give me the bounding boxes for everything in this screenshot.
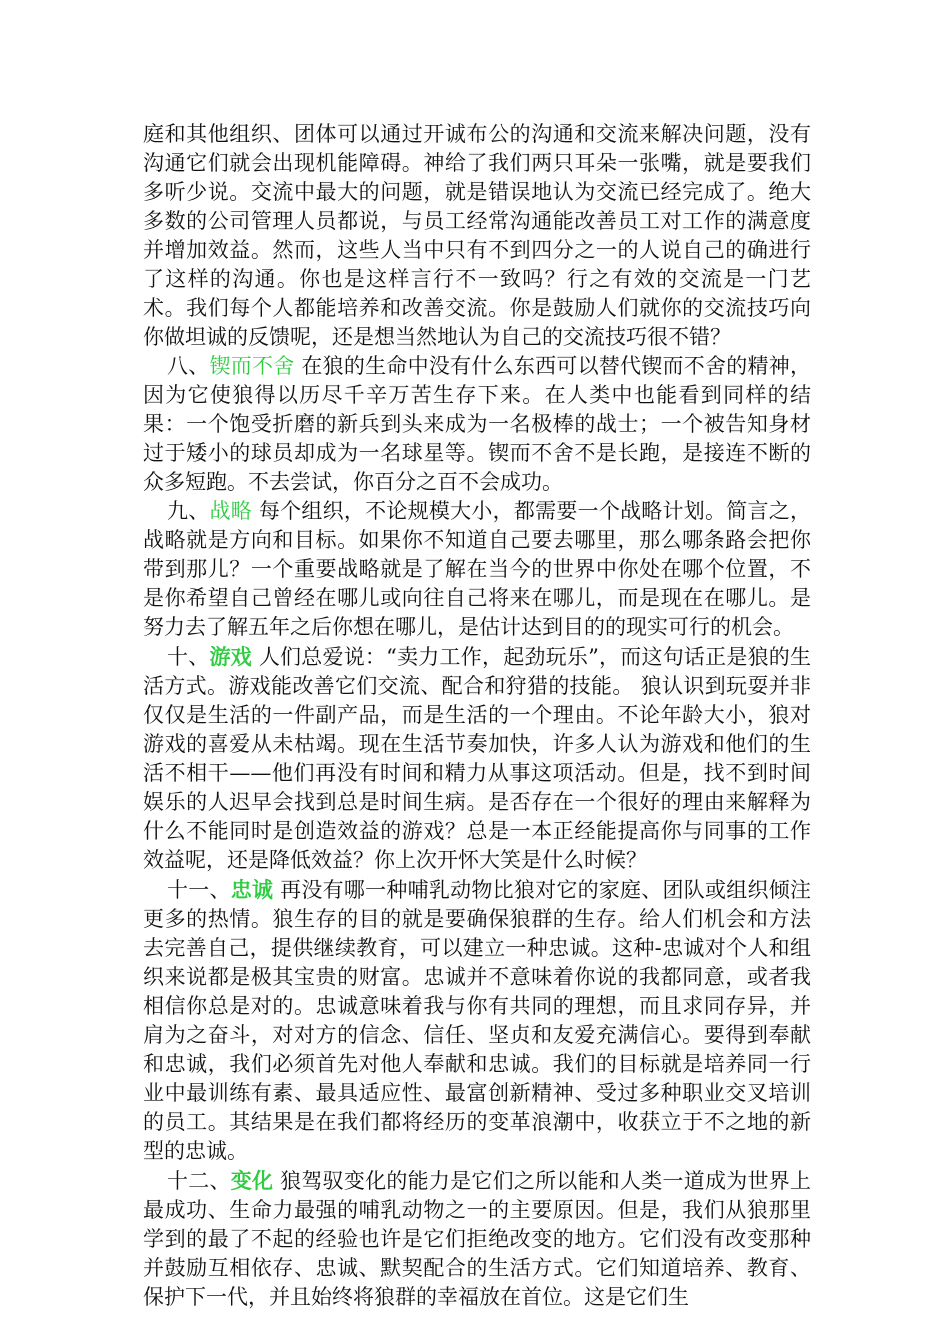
section-keyword: 战略 bbox=[209, 499, 252, 523]
section-number: 十一、 bbox=[167, 878, 231, 902]
paragraph-body: 再没有哪一种哺乳动物比狼对它的家庭、团队或组织倾注更多的热情。狼生存的目的就是要确保狼群的生存。给人们机会和方法去完善自己，提供继续教育，可以建立一种忠诚。这种-忠诚对个人和组织来说都是极其宝贵的财富。忠诚并不意味着你说的我都同意，或者我相信你总是对的。忠诚意味着我与你有共同的理想，而且求同存异，并肩为之奋斗，对对方的信念、信任、坚贞和友爱充满信心。要得到奉献和忠诚，我们必须首先对他人奉献和忠诚。我们的目标就是培养同一行业中最训练有素、最具适应性、最富创新精神、受过多种职业交叉培训的员工。其结果是在我们都将经历的变革浪潮中，收获立于不之地的新型的忠诚。 bbox=[143, 878, 812, 1163]
section-keyword: 锲而不舍 bbox=[209, 354, 295, 378]
section-keyword: 忠诚 bbox=[230, 877, 274, 902]
paragraph-eleven bbox=[143, 875, 811, 1166]
section-number: 十、 bbox=[167, 645, 210, 669]
section-keyword: 变化 bbox=[230, 1168, 274, 1193]
section-number: 十二、 bbox=[167, 1169, 231, 1193]
paragraph-body: 在狼的生命中没有什么东西可以替代锲而不舍的精神，因为它使狼得以历尽千辛万苦生存下来。在人类中也能看到同样的结果：一个饱受折磨的新兵到头来成为一名极棒的战士；一个被告知身材过于矮小的球员却成为一名球星等。锲而不舍不是长跑，是接连不断的众多短跑。不去尝试，你百分之百不会成功。 bbox=[143, 354, 812, 494]
paragraph-body: 人们总爱说：“卖力工作，起劲玩乐”，而这句话正是狼的生活方式。游戏能改善它们交流、配合和狩猎的技能。 狼认识到玩耍并非仅仅是生活的一件副产品，而是生活的一个理由。不论年龄大小，狼对游戏的喜爱从未枯竭。现在生活节奏加快，许多人认为游戏和他们的生活不相干——他们再没有时间和精力从事这项活动。但是，找不到时间娱乐的人迟早会找到总是时间生病。是否存在一个很好的理由来解释为什么不能同时是创造效益的游戏？总是一本正经能提高你与同事的工作效益呢，还是降低效益？你上次开怀大笑是什么时候？ bbox=[143, 645, 812, 872]
paragraph-ten bbox=[143, 642, 811, 875]
paragraph-intro bbox=[143, 120, 811, 352]
paragraph-eight bbox=[143, 352, 811, 497]
document-page bbox=[143, 120, 811, 1312]
section-keyword: 游戏 bbox=[209, 644, 252, 669]
paragraph-body: 狼驾驭变化的能力是它们之所以能和人类一道成为世界上最成功、生命力最强的哺乳动物之一的主要原因。但是，我们从狼那里学到的最了不起的经验也许是它们拒绝改变的地方。它们没有改变那种并鼓励互相依存、忠诚、默契配合的生活方式。它们知道培养、教育、保护下一代，并且始终将狼群的幸福放在首位。这是它们生 bbox=[143, 1169, 812, 1309]
paragraph-twelve bbox=[143, 1166, 811, 1312]
section-number: 八、 bbox=[167, 354, 210, 378]
section-number: 九、 bbox=[167, 499, 210, 523]
paragraph-body: 庭和其他组织、团体可以通过开诚布公的沟通和交流来解决问题，没有沟通它们就会出现机能障碍。神给了我们两只耳朵一张嘴，就是要我们多听少说。交流中最大的问题，就是错误地认为交流已经完成了。绝大多数的公司管理人员都说，与员工经常沟通能改善员工对工作的满意度并增加效益。然而，这些人当中只有不到四分之一的人说自己的确进行了这样的沟通。你也是这样言行不一致吗？行之有效的交流是一门艺术。我们每个人都能培养和改善交流。你是鼓励人们就你的交流技巧向你做坦诚的反馈呢，还是想当然地认为自己的交流技巧很不错？ bbox=[143, 122, 811, 349]
paragraph-body: 每个组织，不论规模大小，都需要一个战略计划。简言之，战略就是方向和目标。如果你不知道自己要去哪里，那么哪条路会把你带到那儿？一个重要战略就是了解在当今的世界中你处在哪个位置，不是你希望自己曾经在哪儿或向往自己将来在哪儿，而是现在在哪儿。是努力去了解五年之后你想在哪儿，是估计达到目的的现实可行的机会。 bbox=[143, 499, 812, 639]
paragraph-nine bbox=[143, 497, 811, 642]
